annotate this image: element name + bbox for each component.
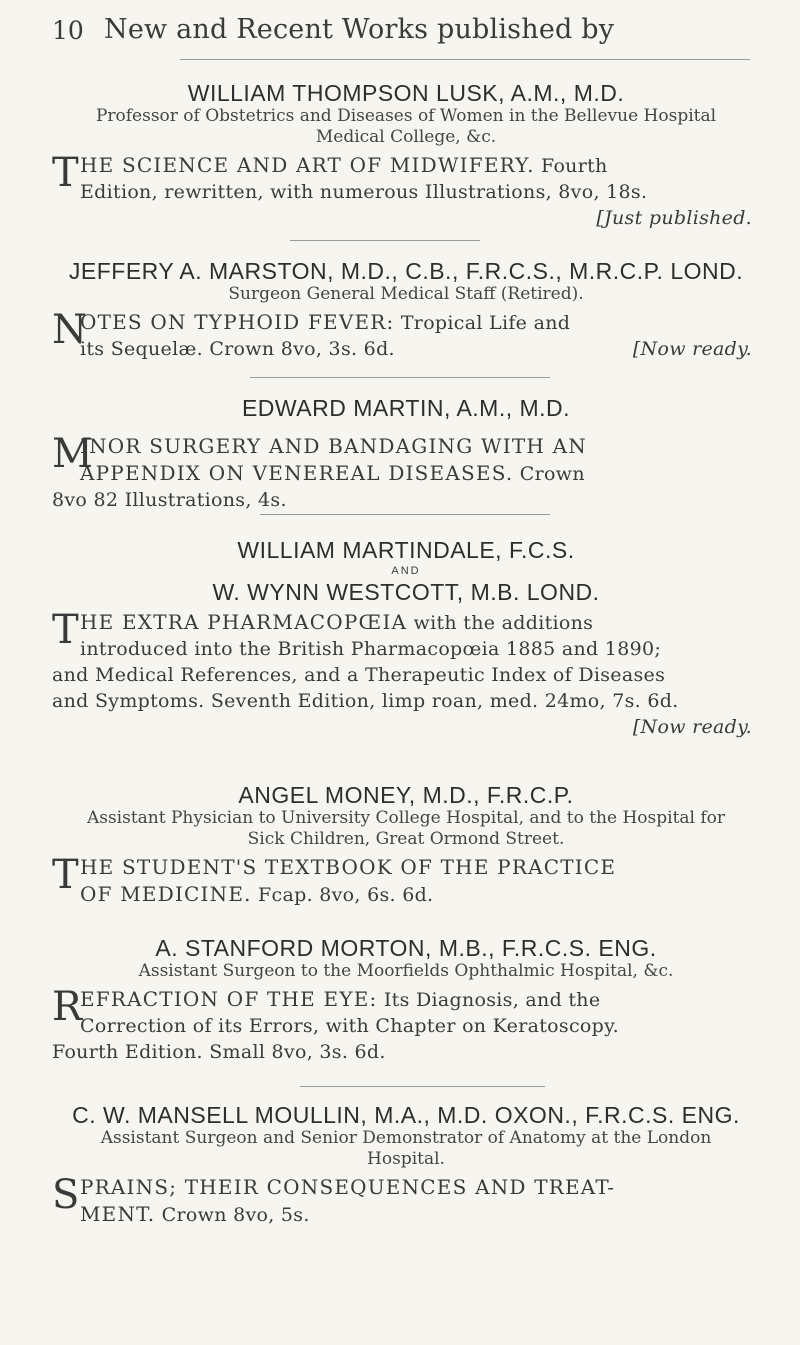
page-number: 10 <box>52 16 84 45</box>
section-divider <box>260 514 550 515</box>
author-name: WILLIAM THOMPSON LUSK, A.M., M.D. <box>187 80 625 106</box>
book-title: EFRACTION OF THE EYE: <box>80 987 378 1011</box>
entry-moullin <box>52 1102 760 1228</box>
page-header <box>52 14 690 50</box>
section-divider <box>250 377 550 378</box>
book-title: PRAINS; THEIR CONSEQUENCES AND TREAT- <box>80 1175 616 1199</box>
book-title: HE SCIENCE AND ART OF MIDWIFERY. <box>80 153 535 177</box>
entry-marston <box>52 258 760 362</box>
drop-cap: S <box>52 1172 80 1218</box>
author-affiliation: Assistant Surgeon and Senior Demonstrator of Anatomy at the London Hospital. <box>100 1128 712 1169</box>
book-title: HE EXTRA PHARMACOPŒIA <box>80 610 408 634</box>
section-divider <box>300 1086 545 1087</box>
drop-cap: M <box>52 431 94 477</box>
book-description: S PRAINS; THEIR CONSEQUENCES AND TREAT- MENT. Crown 8vo, 5s. <box>52 1172 616 1226</box>
book-description: M INOR SURGERY AND BANDAGING WITH AN APPENDIX ON VENEREAL DISEASES. Crown 8vo 82 Illustrations, 4s. <box>52 431 587 511</box>
drop-cap: T <box>52 852 79 898</box>
entry-martindale-westcott <box>52 537 760 740</box>
author-name-2: W. WYNN WESTCOTT, M.B. LOND. <box>212 579 600 605</box>
author-name: C. W. MANSELL MOULLIN, M.A., M.D. OXON., F.R.C.S. ENG. <box>72 1102 740 1128</box>
availability-note: [Now ready. <box>632 716 752 738</box>
entry-money <box>52 782 760 908</box>
running-title: New and Recent Works published by <box>104 14 615 45</box>
author-affiliation: Surgeon General Medical Staff (Retired). <box>228 284 584 304</box>
drop-cap: T <box>52 607 79 653</box>
author-name: EDWARD MARTIN, A.M., M.D. <box>241 395 571 421</box>
entry-lusk <box>52 80 760 231</box>
book-description: T HE SCIENCE AND ART OF MIDWIFERY. Fourth Edition, rewritten, with numerous Illustrations, 8vo, 18s. [Just published. <box>52 152 760 231</box>
section-divider <box>290 240 480 241</box>
availability-note: [Just published. <box>596 207 752 229</box>
author-name: JEFFERY A. MARSTON, M.D., C.B., F.R.C.S., M.R.C.P. LOND. <box>68 258 744 284</box>
book-description: N OTES ON TYPHOID FEVER: Tropical Life and its Sequelæ. Crown 8vo, 3s. 6d. [Now ready. <box>52 307 752 360</box>
author-name: A. STANFORD MORTON, M.B., F.R.C.S. ENG. <box>155 935 657 961</box>
availability-note: [Now ready. <box>632 338 752 360</box>
book-description: T HE EXTRA PHARMACOPŒIA with the additions introduced into the British Pharmacopœia 1885 and 1890; and Medical References, and a Therapeutic Index of Diseases and Symptoms. Seventh Edition, limp roan, med. 24mo, 7s. 6d. [Now ready. <box>52 609 760 740</box>
drop-cap: R <box>52 984 83 1030</box>
author-affiliation: Assistant Surgeon to the Moorfields Ophthalmic Hospital, &c. <box>138 961 674 981</box>
book-description: R EFRACTION OF THE EYE: Its Diagnosis, and the Correction of its Errors, with Chapter on Keratoscopy. Fourth Edition. Small 8vo, 3s. 6d. <box>52 984 619 1063</box>
book-description: T HE STUDENT'S TEXTBOOK OF THE PRACTICE OF MEDICINE. Fcap. 8vo, 6s. 6d. <box>52 852 617 906</box>
author-name: ANGEL MONEY, M.D., F.R.C.P. <box>238 782 574 808</box>
drop-cap: N <box>52 307 88 353</box>
book-title: HE STUDENT'S TEXTBOOK OF THE PRACTICE <box>80 855 617 879</box>
book-title: OTES ON TYPHOID FEVER: <box>80 310 395 334</box>
author-name: WILLIAM MARTINDALE, F.C.S. <box>237 537 575 563</box>
header-rule <box>180 59 750 60</box>
drop-cap: T <box>52 150 79 196</box>
author-affiliation: Assistant Physician to University College Hospital, and to the Hospital for Sick Children, Great Ormond Street. <box>86 808 726 849</box>
entry-martin <box>52 395 760 513</box>
book-title: INOR SURGERY AND BANDAGING WITH AN <box>80 434 587 458</box>
author-conjunction: AND <box>391 565 421 577</box>
author-affiliation: Professor of Obstetrics and Diseases of Women in the Bellevue Hospital Medical College, &c. <box>95 106 717 147</box>
entry-morton <box>52 935 760 1065</box>
